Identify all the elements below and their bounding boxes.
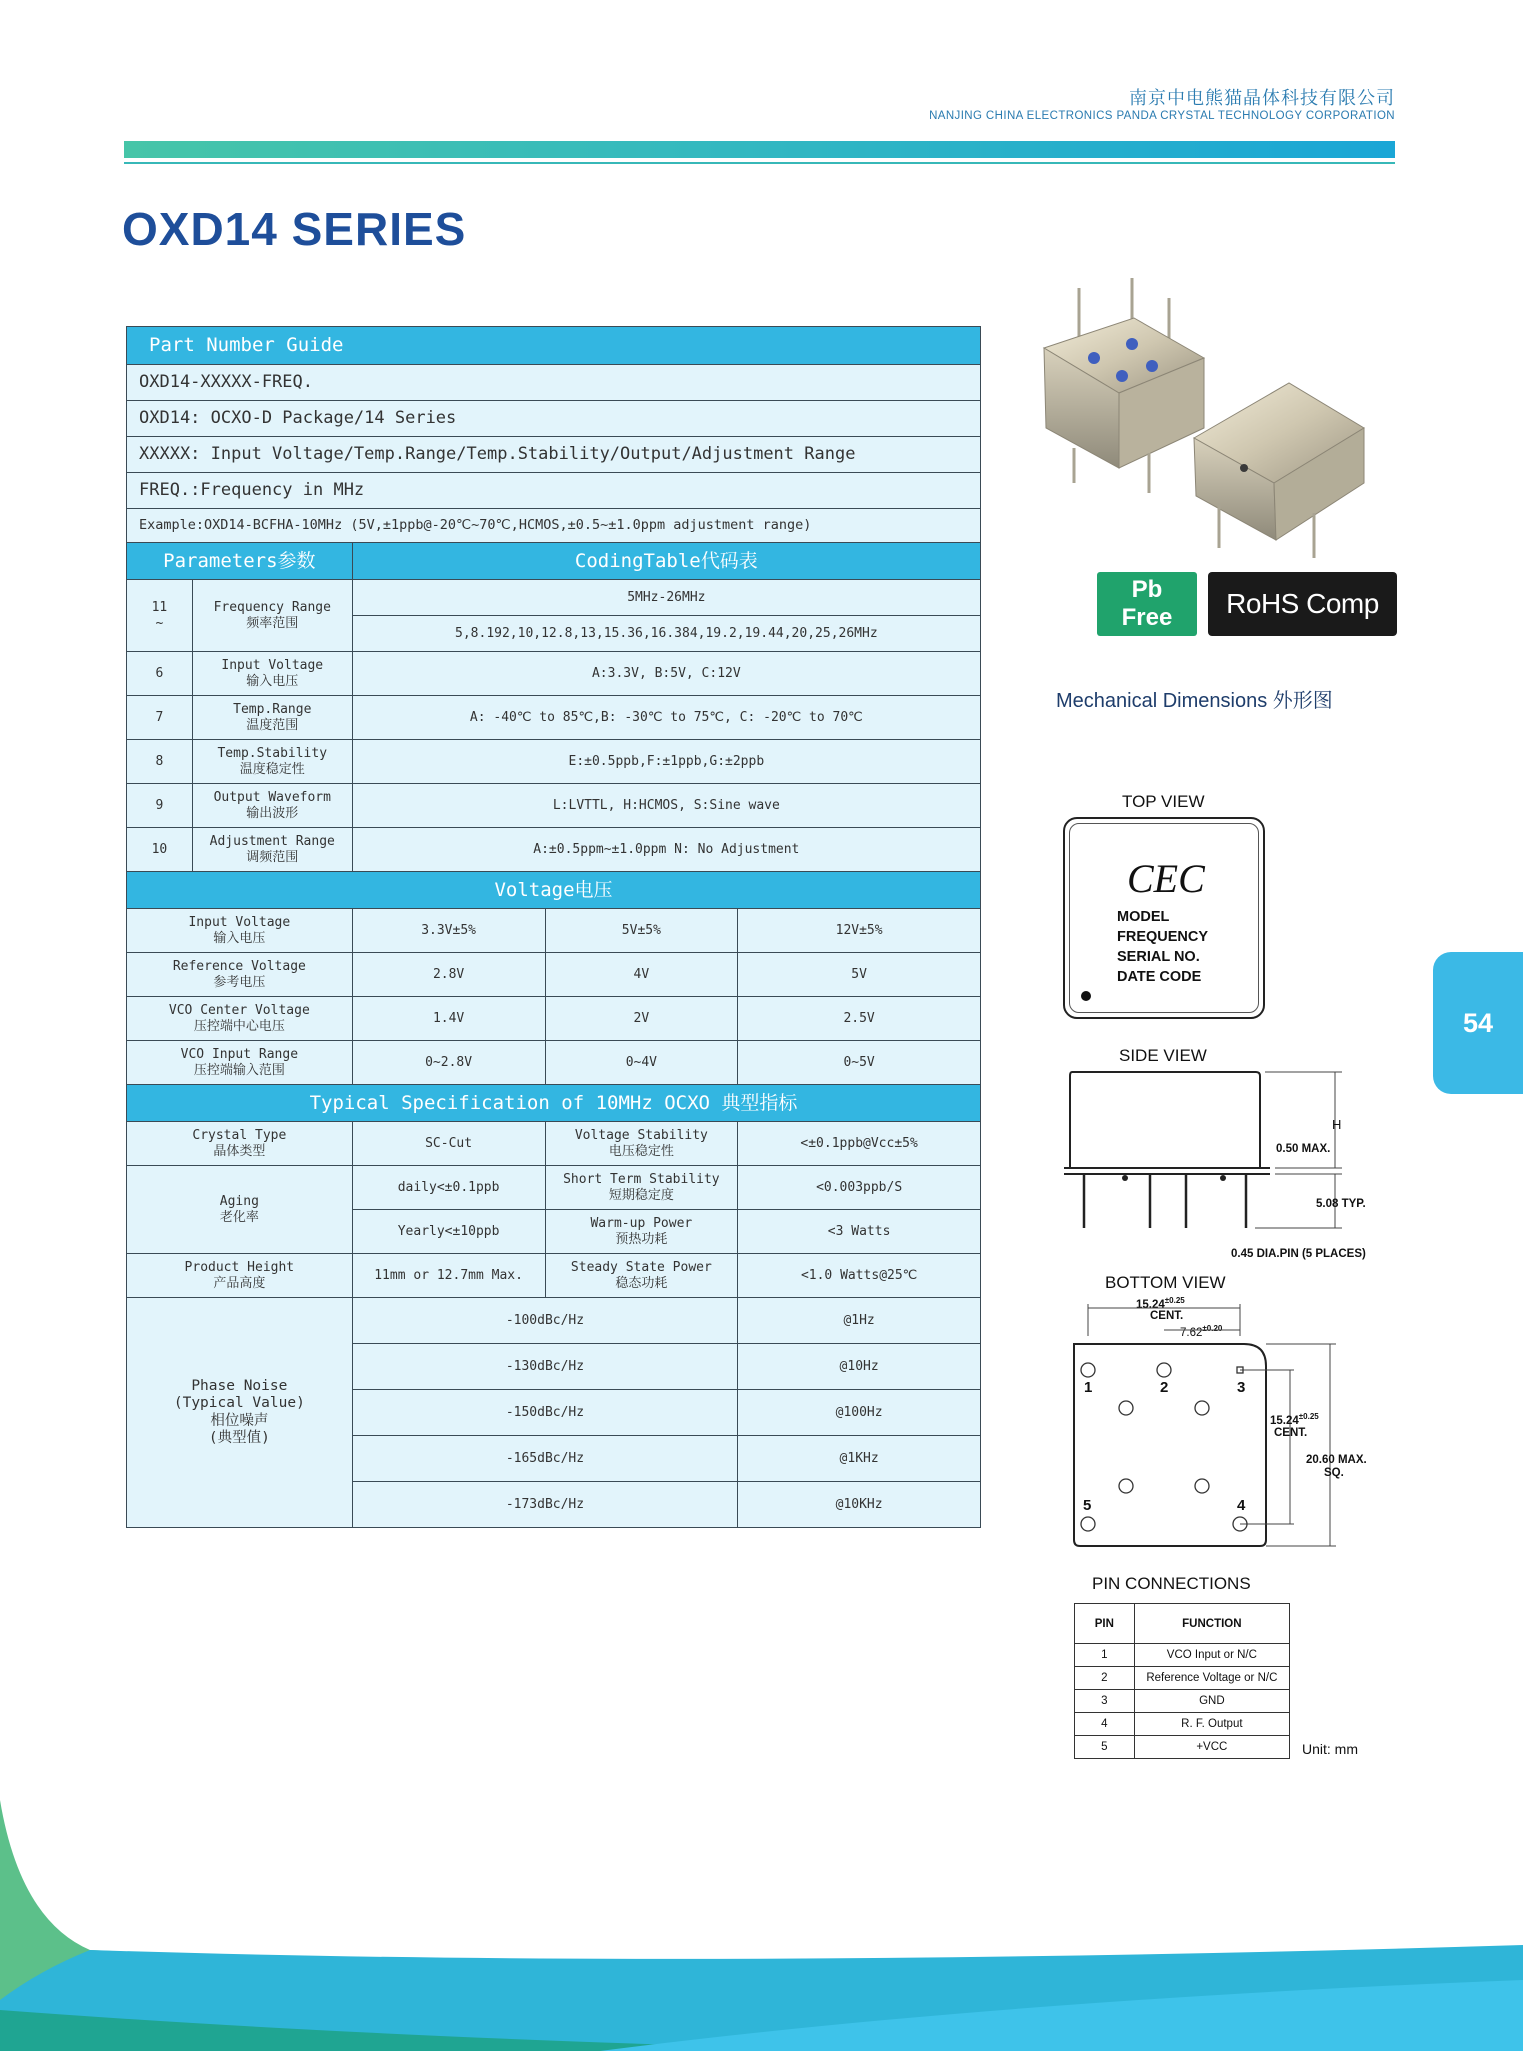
pin-number-3: 3 <box>1237 1379 1246 1396</box>
freq-range-value: 5MHz-26MHz <box>352 580 980 616</box>
voltage-value: 2.8V <box>352 953 545 997</box>
page-number-tab: 54 <box>1433 952 1523 1094</box>
voltage-value: 2V <box>545 997 738 1041</box>
steady-power-en: Steady State Power <box>570 1259 712 1275</box>
param-label-en: Temp.Stability <box>217 745 328 761</box>
rohs-badge: RoHS Comp iant <box>1208 572 1397 636</box>
dim-508-typ: 5.08 TYP. <box>1316 1198 1366 1210</box>
voltage-value: 1.4V <box>352 997 545 1041</box>
phase-noise-cn: 相位噪声 <box>210 1412 269 1429</box>
pb-free-line1: Pb <box>1131 576 1163 603</box>
marking-block <box>1117 907 1208 987</box>
phase-noise-offset: @1Hz <box>738 1298 981 1344</box>
freq-list-value: 5,8.192,10,12.8,13,15.36,16.384,19.2,19.44,20,25,26MHz <box>352 616 980 652</box>
header-bar <box>124 141 1395 158</box>
phase-noise-value: -100dBc/Hz <box>352 1298 738 1344</box>
phase-noise-offset: @1KHz <box>738 1436 981 1482</box>
voltage-label-cn: 压控端输入范围 <box>193 1062 285 1078</box>
phase-noise-value: -150dBc/Hz <box>352 1390 738 1436</box>
voltage-label-cn: 参考电压 <box>213 974 266 990</box>
side-view-label: SIDE VIEW <box>1119 1046 1207 1065</box>
short-term-label <box>545 1166 738 1210</box>
param-label-cn: 频率范围 <box>246 615 299 631</box>
phase-noise-cn-sub: (典型值) <box>208 1429 270 1446</box>
voltage-stability-en: Voltage Stability <box>574 1127 708 1143</box>
param-label <box>192 740 352 784</box>
dim-050-max: 0.50 MAX. <box>1276 1143 1331 1155</box>
bottom-view-label: BOTTOM VIEW <box>1105 1273 1226 1292</box>
aging-yearly-value: Yearly<±10ppb <box>352 1210 545 1254</box>
voltage-label <box>127 997 353 1041</box>
voltage-label-cn: 输入电压 <box>213 930 266 946</box>
param-label-en: Temp.Range <box>233 701 312 717</box>
function-cell: Reference Voltage or N/C <box>1134 1667 1289 1690</box>
param-label-cn: 调频范围 <box>246 849 299 865</box>
dim-1524-side <box>1270 1413 1319 1427</box>
function-cell: GND <box>1134 1690 1289 1713</box>
phase-noise-offset: @100Hz <box>738 1390 981 1436</box>
param-label-en: Output Waveform <box>213 789 331 805</box>
guide-line: XXXXX: Input Voltage/Temp.Range/Temp.Stability/Output/Adjustment Range <box>127 437 981 473</box>
param-position: 6 <box>127 652 193 696</box>
voltage-stability-label <box>545 1122 738 1166</box>
guide-line: OXD14-XXXXX-FREQ. <box>127 365 981 401</box>
guide-line: FREQ.:Frequency in MHz <box>127 473 981 509</box>
param-label-cn: 温度稳定性 <box>239 761 305 777</box>
voltage-value: 5V <box>738 953 981 997</box>
voltage-label-cn: 压控端中心电压 <box>193 1018 285 1034</box>
spec-table <box>126 326 981 1528</box>
bottom-decoration <box>0 1800 1523 2051</box>
voltage-value: 0~5V <box>738 1041 981 1085</box>
voltage-value: 3.3V±5% <box>352 909 545 953</box>
parameters-heading: Parameters参数 <box>127 543 353 580</box>
voltage-label-en: Input Voltage <box>188 914 291 930</box>
crystal-type-value: SC-Cut <box>352 1122 545 1166</box>
aging-cn: 老化率 <box>219 1209 259 1225</box>
function-cell: R. F. Output <box>1134 1713 1289 1736</box>
function-header: FUNCTION <box>1134 1604 1289 1644</box>
phase-noise-en: Phase Noise <box>191 1377 288 1394</box>
header-line <box>124 162 1395 164</box>
warmup-label <box>545 1210 738 1254</box>
warmup-en: Warm-up Power <box>590 1215 693 1231</box>
guide-example: Example:OXD14-BCFHA-10MHz (5V,±1ppb@-20℃~70℃,HCMOS,±0.5~±1.0ppm adjustment range) <box>127 509 981 543</box>
voltage-stability-cn: 电压稳定性 <box>608 1143 674 1159</box>
dim-762-value: 7.62 <box>1180 1326 1203 1339</box>
part-number-guide-heading: Part Number Guide <box>127 327 981 365</box>
function-cell: VCO Input or N/C <box>1134 1644 1289 1667</box>
short-term-value: <0.003ppb/S <box>738 1166 981 1210</box>
param-label-cn: 温度范围 <box>246 717 299 733</box>
param-position: 9 <box>127 784 193 828</box>
product-height-en: Product Height <box>184 1259 295 1275</box>
phase-noise-value: -165dBc/Hz <box>352 1436 738 1482</box>
steady-power-cn: 稳态功耗 <box>615 1275 668 1291</box>
param-label <box>192 828 352 872</box>
pin-cell: 4 <box>1075 1713 1135 1736</box>
product-height-label <box>127 1254 353 1298</box>
param-label-cn: 输出波形 <box>246 805 299 821</box>
voltage-label-en: VCO Center Voltage <box>168 1002 310 1018</box>
typical-spec-heading: Typical Specification of 10MHz OCXO 典型指标 <box>127 1085 981 1122</box>
crystal-type-label <box>127 1122 353 1166</box>
crystal-type-en: Crystal Type <box>192 1127 287 1143</box>
pin-cell: 3 <box>1075 1690 1135 1713</box>
phase-noise-label <box>127 1298 353 1528</box>
oscillator-can-left <box>1044 278 1204 493</box>
pin-cell: 5 <box>1075 1736 1135 1759</box>
voltage-value: 2.5V <box>738 997 981 1041</box>
voltage-label-en: Reference Voltage <box>172 958 306 974</box>
pin-cell: 2 <box>1075 1667 1135 1690</box>
voltage-label <box>127 1041 353 1085</box>
pin-connections-title: PIN CONNECTIONS <box>1092 1574 1251 1593</box>
dim-h: H <box>1332 1117 1342 1132</box>
top-view-label: TOP VIEW <box>1122 792 1205 811</box>
voltage-value: 5V±5% <box>545 909 738 953</box>
dim-1524-side-value: 15.24 <box>1270 1414 1299 1427</box>
pin-number-1: 1 <box>1084 1379 1093 1396</box>
product-photo <box>1024 278 1380 564</box>
voltage-heading: Voltage电压 <box>127 872 981 909</box>
dim-pin-dia: 0.45 DIA.PIN (5 PLACES) <box>1231 1248 1366 1260</box>
unit-note: Unit: mm <box>1302 1741 1358 1757</box>
param-value: A:3.3V, B:5V, C:12V <box>352 652 980 696</box>
pb-free-line2: Free <box>1121 604 1173 631</box>
marking-line: MODEL <box>1117 909 1170 925</box>
param-value: A: -40℃ to 85℃,B: -30℃ to 75℃, C: -20℃ to 70℃ <box>352 696 980 740</box>
voltage-label-en: VCO Input Range <box>180 1046 299 1062</box>
param-label <box>192 580 352 652</box>
dim-762-tolerance: ±0.20 <box>1202 1324 1223 1333</box>
pb-free-badge <box>1097 572 1197 636</box>
pin-number-5: 5 <box>1083 1497 1092 1514</box>
pin-connections-table <box>1074 1603 1290 1759</box>
param-position: 10 <box>127 828 193 872</box>
function-cell: +VCC <box>1134 1736 1289 1759</box>
param-position: 7 <box>127 696 193 740</box>
phase-noise-value: -173dBc/Hz <box>352 1482 738 1528</box>
param-label-en: Adjustment Range <box>209 833 335 849</box>
dim-1524-top-tolerance: ±0.25 <box>1164 1296 1185 1305</box>
pin-number-2: 2 <box>1160 1379 1169 1396</box>
freq-tilde: ~ <box>155 615 164 631</box>
steady-power-label <box>545 1254 738 1298</box>
param-label <box>192 696 352 740</box>
warmup-cn: 预热功耗 <box>615 1231 668 1247</box>
param-value: L:LVTTL, H:HCMOS, S:Sine wave <box>352 784 980 828</box>
param-label-en: Frequency Range <box>213 599 331 615</box>
marking-line: SERIAL NO. <box>1117 949 1200 965</box>
dim-1524-top-value: 15.24 <box>1136 1298 1165 1311</box>
dim-cent-top: CENT. <box>1150 1310 1184 1322</box>
phase-noise-en-sub: (Typical Value) <box>173 1395 305 1412</box>
product-height-cn: 产品高度 <box>213 1275 266 1291</box>
param-position <box>127 580 193 652</box>
aging-label <box>127 1166 353 1254</box>
voltage-value: 0~4V <box>545 1041 738 1085</box>
param-label-en: Input Voltage <box>221 657 324 673</box>
dim-1524-side-tolerance: ±0.25 <box>1298 1412 1319 1421</box>
warmup-value: <3 Watts <box>738 1210 981 1254</box>
short-term-cn: 短期稳定度 <box>608 1187 674 1203</box>
phase-noise-offset: @10KHz <box>738 1482 981 1528</box>
dim-2060-max: 20.60 MAX. <box>1306 1454 1367 1466</box>
steady-power-value: <1.0 Watts@25℃ <box>738 1254 981 1298</box>
pin-number-4: 4 <box>1237 1497 1246 1514</box>
guide-line: OXD14: OCXO-D Package/14 Series <box>127 401 981 437</box>
phase-noise-value: -130dBc/Hz <box>352 1344 738 1390</box>
param-position: 8 <box>127 740 193 784</box>
page-title: OXD14 SERIES <box>122 203 467 255</box>
voltage-label <box>127 953 353 997</box>
freq-position: 11 <box>151 599 168 615</box>
company-name-en: NANJING CHINA ELECTRONICS PANDA CRYSTAL TECHNOLOGY CORPORATION <box>929 110 1395 122</box>
company-name-cn: 南京中电熊猫晶体科技有限公司 <box>1129 88 1395 109</box>
crystal-type-cn: 晶体类型 <box>213 1143 266 1159</box>
param-value: A:±0.5ppm~±1.0ppm N: No Adjustment <box>352 828 980 872</box>
pin-cell: 1 <box>1075 1644 1135 1667</box>
pin-header: PIN <box>1075 1604 1135 1644</box>
product-height-value: 11mm or 12.7mm Max. <box>352 1254 545 1298</box>
param-label <box>192 652 352 696</box>
phase-noise-offset: @10Hz <box>738 1344 981 1390</box>
top-view-drawing <box>1063 817 1265 1019</box>
pin1-dot <box>1081 991 1091 1001</box>
marking-line: FREQUENCY <box>1117 929 1209 945</box>
cec-logo: CEC <box>1127 856 1205 901</box>
voltage-stability-value: <±0.1ppb@Vcc±5% <box>738 1122 981 1166</box>
voltage-value: 0~2.8V <box>352 1041 545 1085</box>
dim-cent-side: CENT. <box>1274 1427 1308 1439</box>
oscillator-can-right <box>1194 383 1364 558</box>
voltage-label <box>127 909 353 953</box>
voltage-value: 4V <box>545 953 738 997</box>
short-term-en: Short Term Stability <box>563 1171 720 1187</box>
aging-daily-value: daily<±0.1ppb <box>352 1166 545 1210</box>
marking-line: DATE CODE <box>1117 969 1202 985</box>
mechanical-dimensions-title: Mechanical Dimensions 外形图 <box>1056 690 1333 712</box>
aging-en: Aging <box>219 1193 259 1209</box>
param-label-cn: 输入电压 <box>246 673 299 689</box>
param-value: E:±0.5ppb,F:±1ppb,G:±2ppb <box>352 740 980 784</box>
voltage-value: 12V±5% <box>738 909 981 953</box>
param-label <box>192 784 352 828</box>
coding-table-heading: CodingTable代码表 <box>352 543 980 580</box>
dim-sq: SQ. <box>1324 1467 1344 1479</box>
